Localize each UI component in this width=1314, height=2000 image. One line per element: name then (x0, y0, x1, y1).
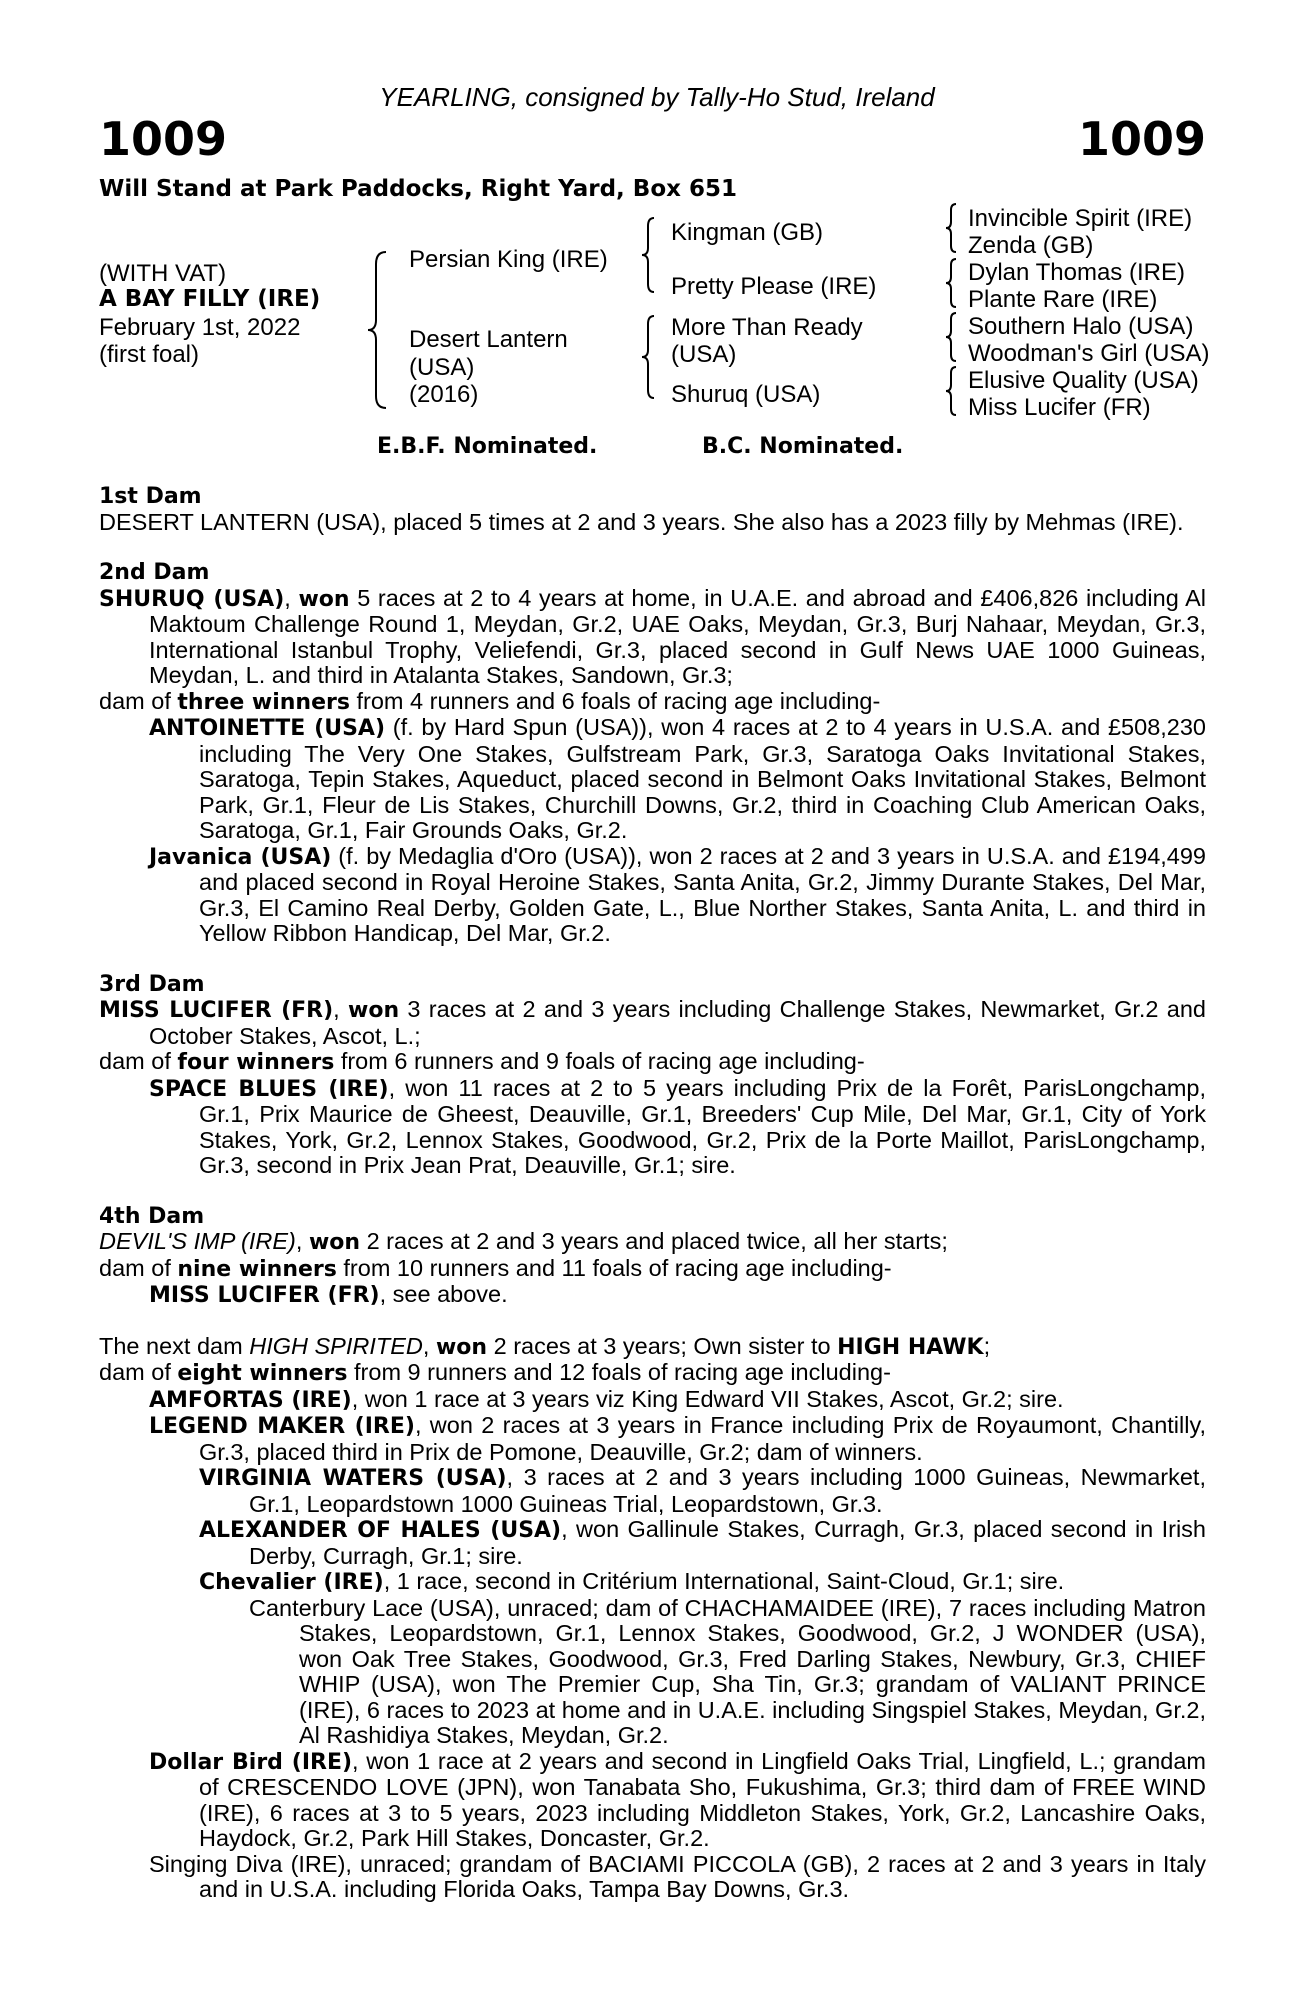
won-label: won (435, 1334, 488, 1360)
produce-entry (99, 1569, 1206, 1596)
produce-record: , won 1 race at 2 years and second in Lingfield Oaks Trial, Lingfield, L.; grandam of CRESCENDO LOVE (JPN), won Tanabata Sho, Fukushima, Gr.3; third dam of FREE WIND (IRE), 6 races at 3 to 5 years, 2023 including Middleton Stakes, York, Gr.2, Lancashire Oaks, Haydock, Gr.2, Park Hill Stakes, Doncaster, Gr.2. (199, 1747, 1206, 1851)
third-dam-entry: MISS LUCIFER (FR), won 3 races at 2 and 3 years including Challenge Stakes, Newmarket, Gr.2 and October Stakes, Ascot, L.; (99, 996, 1207, 1049)
produce-summary: from 9 runners and 12 foals of racing age including- (347, 1359, 891, 1385)
second-dam-entry: SHURUQ (USA), won 5 races at 2 to 4 years at home, in U.A.E. and abroad and £406,826 including Al Maktoum Challenge Round 1, Meydan, Gr.2, UAE Oaks, Meydan, Gr.3, Burj Nahaar, Meydan, Gr.3, International Istanbul Trophy, Veliefendi, Gr.3, placed second in Gulf News UAE 1000 Guineas, Meydan, L. and third in Atalanta Stakes, Sandown, Gr.3; (99, 584, 1207, 688)
won-label: won (308, 1230, 361, 1255)
lot-number-left: 1009 (99, 112, 228, 166)
bc-nomination: B.C. Nominated. (702, 434, 904, 459)
pedigree-sss: Invincible Spirit (IRE) (968, 205, 1193, 232)
produce-record: , 3 races at 2 and 3 years including 1000 Guineas, Newmarket, Gr.1, Leopardstown 1000 Guineas Trial, Leopardstown, Gr.3. (249, 1464, 1206, 1517)
next-dam-label: The next dam (99, 1332, 250, 1359)
pedigree-dam-line1: Desert Lantern (409, 326, 568, 353)
consignment-line: YEARLING, consigned by Tally-Ho Stud, Ireland (379, 82, 935, 112)
lot-number-right: 1009 (1077, 112, 1206, 166)
pedigree-ssd: Zenda (GB) (968, 232, 1094, 259)
pedigree-dsd: Woodman's Girl (USA) (968, 340, 1210, 367)
produce-name: Chevalier (IRE) (199, 1570, 384, 1595)
pedigree-dss: Southern Halo (USA) (968, 313, 1194, 340)
first-dam-text: DESERT LANTERN (USA), placed 5 times at 2 and 3 years. She also has a 2023 filly by Mehmas (IRE). (99, 508, 1184, 535)
winners-count: nine winners (177, 1256, 337, 1282)
third-dam-name: MISS LUCIFER (FR) (99, 998, 334, 1023)
next-dam-produce (99, 1360, 1206, 1387)
produce-entry (99, 1517, 1206, 1569)
pedigree-brace-sire (640, 216, 656, 294)
third-dam-record: 3 races at 2 and 3 years including Challenge Stakes, Newmarket, Gr.2 and October Stakes, Ascot, L.; (149, 996, 1207, 1049)
produce-entry (99, 1413, 1206, 1465)
produce-name: MISS LUCIFER (FR) (149, 1283, 380, 1308)
second-dam-record: 5 races at 2 to 4 years at home, in U.A.E. and abroad and £406,826 including Al Maktoum Challenge Round 1, Meydan, Gr.2, UAE Oaks, Meydan, Gr.3, Burj Nahaar, Meydan, Gr.3, International Istanbul Trophy, Veliefendi, Gr.3, placed second in Gulf News UAE 1000 Guineas, Meydan, L. and third in Atalanta Stakes, Sandown, Gr.3; (149, 584, 1207, 688)
won-label: won (298, 586, 350, 612)
produce-name: Javanica (USA) (149, 844, 332, 870)
winners-count: eight winners (177, 1361, 348, 1386)
won-label: won (348, 998, 400, 1023)
produce-entry (99, 1749, 1206, 1852)
pedigree-brace-sd (944, 257, 958, 309)
pedigree-brace-dam (640, 314, 656, 400)
fourth-dam-name: DEVIL'S IMP (IRE) (99, 1228, 296, 1254)
pedigree-ddd: Miss Lucifer (FR) (968, 394, 1151, 421)
produce-name: ALEXANDER OF HALES (USA) (199, 1518, 562, 1543)
produce-name: VIRGINIA WATERS (USA) (199, 1466, 507, 1491)
produce-name: LEGEND MAKER (IRE) (149, 1414, 415, 1439)
produce-summary: from 6 runners and 9 foals of racing age including- (334, 1048, 865, 1074)
pedigree-sds: Dylan Thomas (IRE) (968, 259, 1185, 286)
fourth-dam-record: 2 races at 2 and 3 years and placed twice, all her starts; (360, 1228, 948, 1254)
winners-count: four winners (177, 1050, 335, 1075)
produce-record: , won 1 race at 3 years viz King Edward VII Stakes, Ascot, Gr.2; sire. (351, 1385, 1064, 1412)
pedigree-brace-ss (944, 202, 958, 254)
vat-note: (WITH VAT) (99, 260, 227, 287)
pedigree-sire-dam: Pretty Please (IRE) (671, 273, 877, 300)
produce-entry (99, 1282, 1206, 1309)
produce-entry (99, 1076, 1206, 1179)
pedigree-brace-main (366, 250, 390, 410)
produce-record: , see above. (379, 1281, 508, 1307)
produce-name: Dollar Bird (IRE) (149, 1749, 353, 1775)
next-dam-record: 2 races at 3 years; Own sister to (487, 1332, 838, 1359)
pedigree-dam-line2: (USA) (409, 354, 475, 381)
produce-entry (99, 715, 1206, 844)
produce-record: , won 11 races at 2 to 5 years including Prix de la Forêt, ParisLongchamp, Gr.1, Prix Maurice de Gheest, Deauville, Gr.1, Breeders' Cup Mile, Del Mar, Gr.1, City of York Stakes, York, Gr.2, Lennox Stakes, Goodwood, Gr.2, Prix de la Porte Maillot, ParisLongchamp, Gr.3, second in Prix Jean Prat, Deauville, Gr.1; sire. (199, 1074, 1206, 1178)
produce-record: , 1 race, second in Critérium International, Saint-Cloud, Gr.1; sire. (383, 1568, 1065, 1594)
produce-entry: Singing Diva (IRE), unraced; grandam of BACIAMI PICCOLA (GB), 2 races at 2 and 3 years in Italy and in U.S.A. including Florida Oaks, Tampa Bay Downs, Gr.3. (149, 1850, 1206, 1902)
dam-of-label: dam of (99, 1048, 178, 1074)
pedigree-dds: Elusive Quality (USA) (968, 367, 1199, 394)
ebf-nomination: E.B.F. Nominated. (377, 434, 598, 459)
second-dam-name: SHURUQ (USA) (99, 586, 285, 612)
third-dam-heading: 3rd Dam (99, 971, 205, 997)
subject-note: (first foal) (99, 341, 200, 368)
pedigree-dam-sire-line2: (USA) (671, 341, 737, 368)
produce-entry (99, 844, 1206, 947)
catalogue-body (99, 484, 1206, 1903)
first-dam-heading: 1st Dam (99, 484, 202, 509)
fourth-dam-heading: 4th Dam (99, 1203, 205, 1229)
pedigree-dam-line3: (2016) (409, 381, 479, 408)
produce-record: , won 2 races at 3 years in France including Prix de Royaumont, Chantilly, Gr.3, placed third in Prix de Pomone, Deauville, Gr.2; dam of winners. (199, 1412, 1206, 1465)
third-dam-produce (99, 1049, 1206, 1076)
second-dam-heading: 2nd Dam (99, 560, 210, 585)
produce-entry: Canterbury Lace (USA), unraced; dam of CHACHAMAIDEE (IRE), 7 races including Matron Stakes, Leopardstown, Gr.1, Lennox Stakes, Goodwood, Gr.2, J WONDER (USA), won Oak Tree Stakes, Goodwood, Gr.3, Fred Darling Stakes, Newbury, Gr.3, CHIEF WHIP (USA), won The Premier Cup, Sha Tin, Gr.3; grandam of VALIANT PRINCE (IRE), 6 races to 2023 at home and in U.A.E. including Singspiel Stakes, Meydan, Gr.2, Al Rashidiya Stakes, Meydan, Gr.2. (249, 1594, 1206, 1748)
produce-entry (99, 1465, 1206, 1517)
dam-of-label: dam of (99, 687, 178, 714)
subject-dob: February 1st, 2022 (99, 314, 301, 341)
next-dam-entry: The next dam HIGH SPIRITED, won 2 races at 3 years; Own sister to HIGH HAWK; (99, 1332, 991, 1360)
next-dam-name: HIGH SPIRITED (249, 1332, 423, 1359)
produce-record: , won Gallinule Stakes, Curragh, Gr.3, placed second in Irish Derby, Curragh, Gr.1; sire. (249, 1516, 1206, 1569)
pedigree-sdd: Plante Rare (IRE) (968, 286, 1158, 313)
dam-of-label: dam of (99, 1359, 178, 1385)
punctuation: ; (983, 1332, 991, 1359)
pedigree-brace-ds (944, 311, 958, 363)
fourth-dam-produce (99, 1256, 1206, 1283)
produce-entry (99, 1387, 1206, 1414)
stand-location: Will Stand at Park Paddocks, Right Yard, Box 651 (99, 176, 737, 202)
produce-name: AMFORTAS (IRE) (149, 1387, 352, 1413)
pedigree-dam-dam: Shuruq (USA) (671, 381, 821, 408)
fourth-dam-entry: DEVIL'S IMP (IRE), won 2 races at 2 and 3 years and placed twice, all her starts; (99, 1228, 948, 1255)
pedigree-sire: Persian King (IRE) (409, 246, 608, 273)
subject-name: A BAY FILLY (IRE) (99, 286, 321, 312)
produce-summary: from 4 runners and 6 foals of racing age including- (349, 687, 881, 714)
produce-summary: from 10 runners and 11 foals of racing age including- (336, 1254, 892, 1281)
produce-name: SPACE BLUES (IRE) (149, 1076, 389, 1102)
produce-record: (f. by Medaglia d'Oro (USA)), won 2 races at 2 and 3 years in U.S.A. and £194,499 and placed second in Royal Heroine Stakes, Santa Anita, Gr.2, Jimmy Durante Stakes, Del Mar, Gr.3, El Camino Real Derby, Golden Gate, L., Blue Norther Stakes, Santa Anita, L. and third in Yellow Ribbon Handicap, Del Mar, Gr.2. (199, 842, 1206, 946)
produce-record: (f. by Hard Spun (USA)), won 4 races at 2 to 4 years in U.S.A. and £508,230 including The Very One Stakes, Gulfstream Park, Gr.3, Saratoga Oaks Invitational Stakes, Saratoga, Tepin Stakes, Aqueduct, placed second in Belmont Oaks Invitational Stakes, Belmont Park, Gr.1, Fleur de Lis Stakes, Churchill Downs, Gr.2, third in Coaching Club American Oaks, Saratoga, Gr.1, Fair Grounds Oaks, Gr.2. (199, 714, 1207, 843)
pedigree-sire-sire: Kingman (GB) (671, 219, 824, 246)
winners-count: three winners (177, 689, 350, 715)
dam-of-label: dam of (99, 1254, 178, 1281)
pedigree-dam-sire-line1: More Than Ready (671, 314, 863, 341)
produce-name: ANTOINETTE (USA) (149, 716, 386, 741)
pedigree-brace-dd (944, 365, 958, 417)
second-dam-produce (99, 689, 1206, 716)
sister-name: HIGH HAWK (837, 1334, 984, 1360)
